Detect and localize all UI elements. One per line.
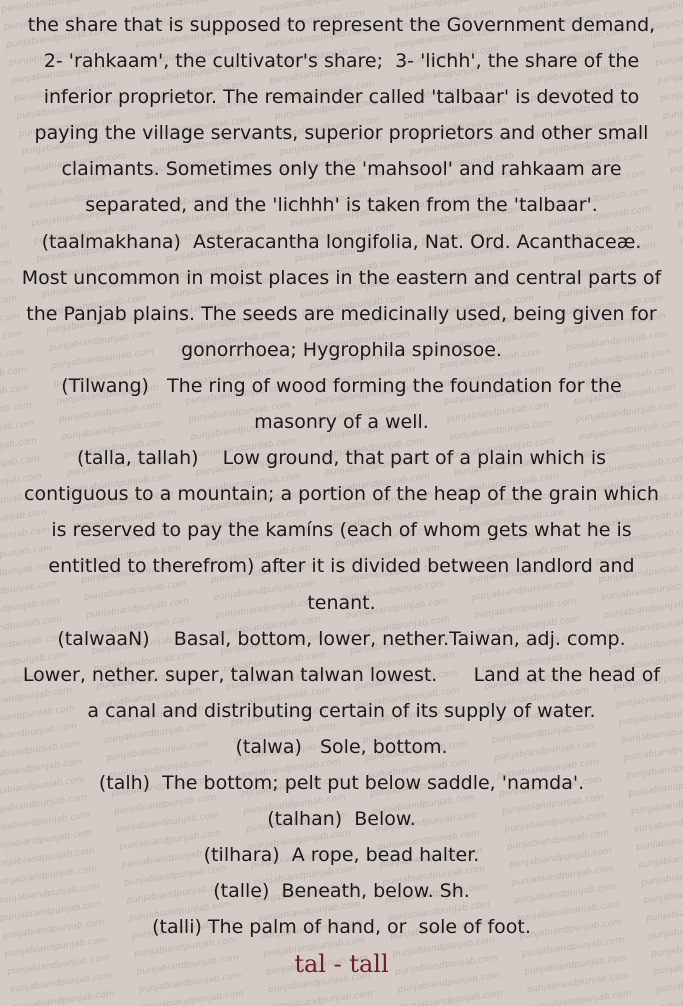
entry-taalmakhana: (taalmakhana) Asteracantha longifolia, Nat. Ord. Acanthaceæ. [41,230,642,253]
page-title-footer: tal - tall [294,950,389,978]
entry-tilwang: (Tilwang) The ring of wood forming the foundation for the [61,374,622,397]
entry-talhan: (talhan) Below. [267,808,416,831]
entry-talwa: (talwa) Sole, bottom. [235,735,448,758]
entry-talle: (talle) Beneath, below. Sh. [213,880,470,903]
entry-talwaan: (talwaaN) Basal, bottom, lower, nether.Taiwan, adj. comp. [57,627,626,650]
text-line: is reserved to pay the kamíns (each of whom gets what he is [51,519,632,542]
text-line: gonorrhoea; Hygrophila spinosoe. [181,338,502,361]
text-line: separated, and the 'lichhh' is taken from the 'talbaar'. [85,194,598,217]
text-line: masonry of a well. [254,411,429,434]
entry-talli: (talli) The palm of hand, or sole of foot. [152,916,531,939]
text-line: Most uncommon in moist places in the eastern and central parts of [21,266,662,289]
text-line: tenant. [307,591,376,614]
entry-tilhara: (tilhara) A rope, bead halter. [203,844,480,867]
text-line: a canal and distributing certain of its supply of water. [87,699,596,722]
entry-talh: (talh) The bottom; pelt put below saddle, 'namda'. [98,771,585,794]
text-line: the Panjab plains. The seeds are medicinally used, being given for [26,302,657,325]
entry-talla: (talla, tallah) Low ground, that part of a plain which is [76,447,607,470]
text-line: entitled to therefrom) after it is divided between landlord and [48,555,635,578]
text-line: 2- 'rahkaam', the cultivator's share; 3- 'lichh', the share of the [43,50,640,73]
text-line: claimants. Sometimes only the 'mahsool' and rahkaam are [61,158,622,181]
text-line: the share that is supposed to represent the Government demand, [27,14,656,36]
text-line: inferior proprietor. The remainder called 'talbaar' is devoted to [43,86,640,109]
text-line: Lower, nether. super, talwan talwan lowest. Land at the head of [22,663,661,686]
text-line: contiguous to a mountain; a portion of the heap of the grain which [24,483,659,506]
text-line: paying the village servants, superior proprietors and other small [34,122,649,145]
